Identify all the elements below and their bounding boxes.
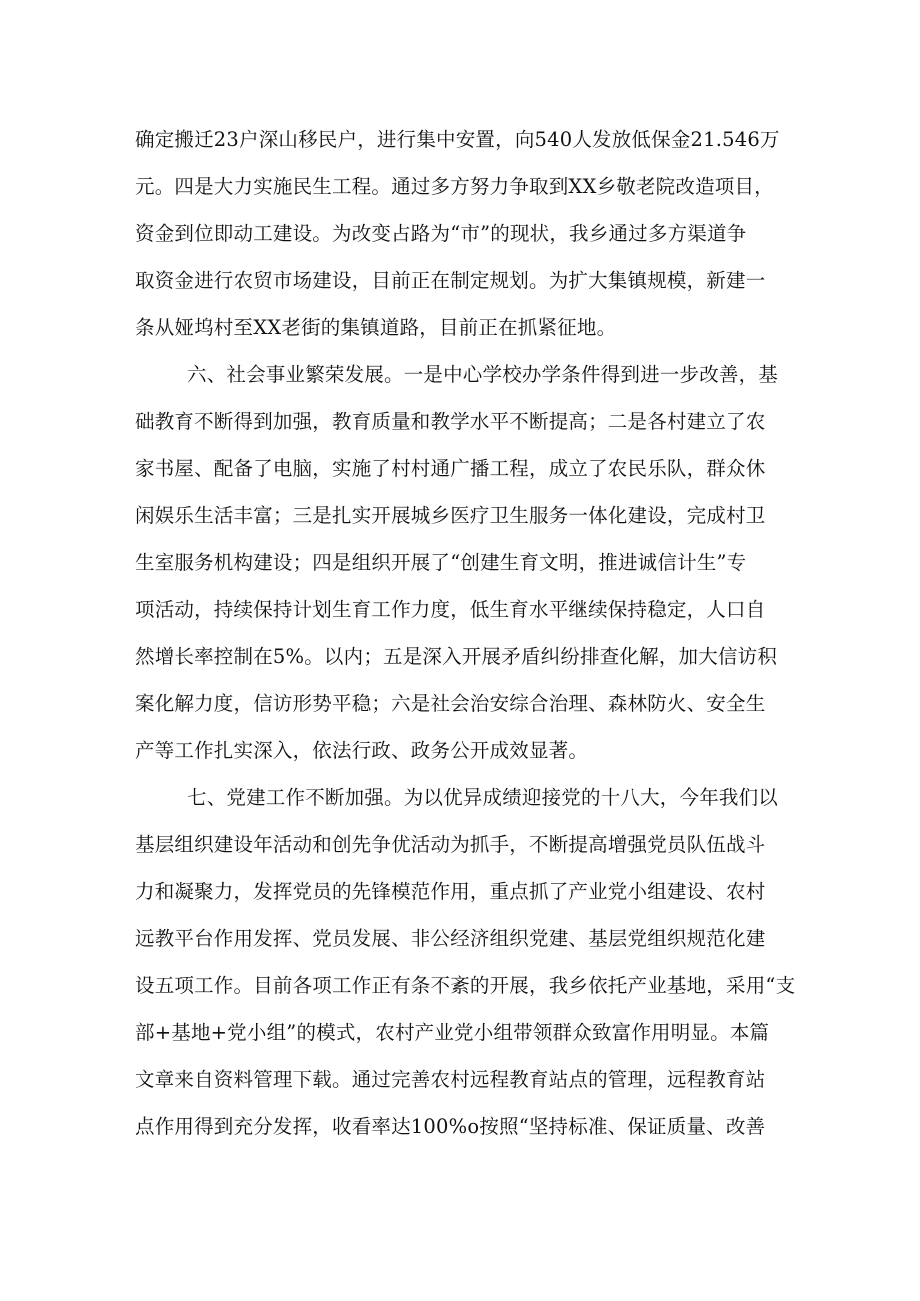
text-line: 条从娅坞村至XX老街的集镇道路，目前正在抓紧征地。 — [135, 316, 617, 339]
text-line: 生室服务机构建设；四是组织开展了“创建生育文明，推进诚信计生”专 — [135, 551, 747, 574]
text-line: 确定搬迁23户深山移民户，进行集中安置，向540人发放低保金21.546万 — [135, 128, 780, 151]
text-line: 产等工作扎实深入，依法行政、政务公开成效显著。 — [135, 739, 589, 762]
text-line: 取资金进行农贸市场建设，目前正在制定规划。为扩大集镇规模，新建一 — [135, 269, 766, 292]
paragraph-heading-line: 六、社会事业繁荣发展。一是中心学校办学条件得到进一步改善，基 — [187, 363, 779, 386]
paragraph-heading-line: 七、党建工作不断加强。为以优异成绩迎接党的十八大，今年我们以 — [187, 786, 779, 809]
text-line: 力和凝聚力，发挥党员的先锋模范作用，重点抓了产业党小组建设、农村 — [135, 880, 766, 903]
text-line: 础教育不断得到加强，教育质量和教学水平不断提高；二是各村建立了农 — [135, 410, 766, 433]
text-line: 远教平台作用发挥、党员发展、非公经济组织党建、基层党组织规范化建 — [135, 927, 766, 950]
text-line: 资金到位即动工建设。为改变占路为“市”的现状，我乡通过多方渠道争 — [135, 222, 747, 245]
text-line: 元。四是大力实施民生工程。通过多方努力争取到XX乡敬老院改造项目， — [135, 175, 774, 198]
text-line: 文章来自资料管理下载。通过完善农村远程教育站点的管理，远程教育站 — [135, 1068, 766, 1091]
text-line: 案化解力度，信访形势平稳；六是社会治安综合治理、森林防火、安全生 — [135, 692, 766, 715]
text-line: 家书屋、配备了电脑，实施了村村通广播工程，成立了农民乐队，群众休 — [135, 457, 766, 480]
text-line: 设五项工作。目前各项工作正有条不紊的开展，我乡依托产业基地，采用“支 — [135, 974, 795, 997]
text-line: 项活动，持续保持计划生育工作力度，低生育水平继续保持稳定，人口自 — [135, 598, 766, 621]
text-line: 点作用得到充分发挥，收看率达100%o按照“坚持标准、保证质量、改善 — [135, 1115, 766, 1138]
text-line: 基层组织建设年活动和创先争优活动为抓手，不断提高增强党员队伍战斗 — [135, 833, 766, 856]
text-line: 闲娱乐生活丰富；三是扎实开展城乡医疗卫生服务一体化建设，完成村卫 — [135, 504, 766, 527]
text-line: 部+基地+党小组”的模式，农村产业党小组带领群众致富作用明显。本篇 — [135, 1021, 770, 1044]
text-line: 然增长率控制在5%。以内；五是深入开展矛盾纠纷排查化解，加大信访积 — [135, 645, 778, 668]
